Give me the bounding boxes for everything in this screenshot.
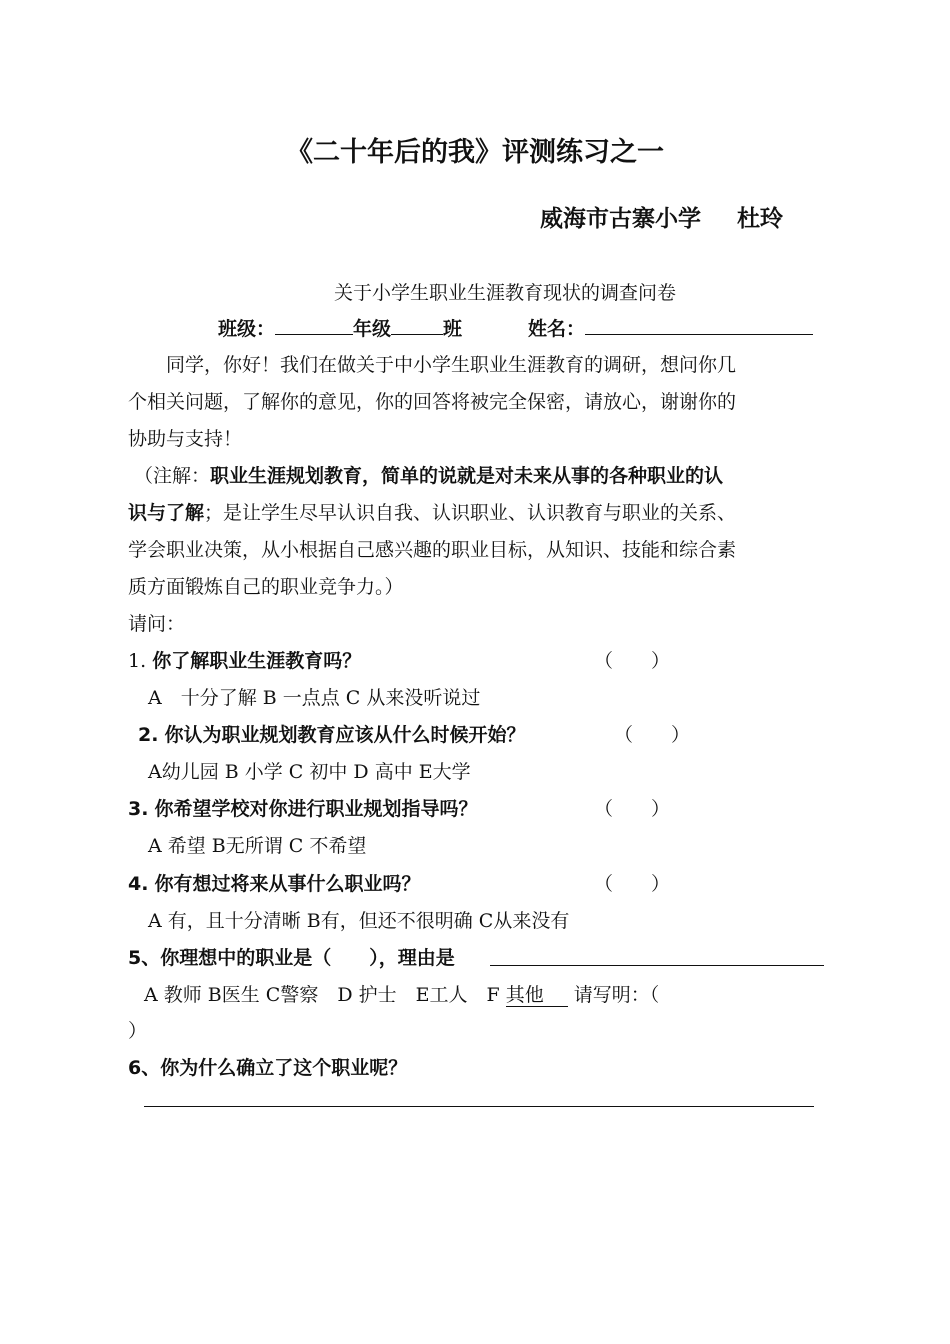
- note-line-2: [128, 498, 736, 525]
- question-2-text: 你认为职业规划教育应该从什么时候开始？: [164, 724, 526, 746]
- student-info-fields: [218, 314, 813, 341]
- intro-line-3: 协助与支持！: [128, 428, 243, 450]
- question-2: [138, 720, 526, 747]
- question-4-number: 4.: [128, 873, 149, 895]
- question-5-other-option: 其他: [506, 984, 568, 1007]
- question-6: 6、你为什么确立了这个职业呢？: [128, 1057, 408, 1079]
- question-5-options: [144, 980, 659, 1007]
- question-3: [128, 794, 478, 821]
- question-2-answer[interactable]: （ ）: [614, 724, 691, 746]
- question-4-answer[interactable]: （ ）: [594, 873, 671, 895]
- intro-line-2: 个相关问题，了解你的意见，你的回答将被完全保密，请放心，谢谢你的: [128, 391, 737, 413]
- ban-label: 班: [443, 318, 463, 340]
- note-line-3: 学会职业决策，从小根据自己感兴趣的职业目标，从知识、技能和综合素: [128, 539, 737, 561]
- question-3-number: 3.: [128, 798, 149, 820]
- question-5-reason-blank[interactable]: [490, 965, 824, 966]
- author-name: 杜玲: [737, 206, 783, 232]
- name-label: 姓名：: [528, 318, 586, 340]
- ask-label: 请问：: [128, 613, 186, 635]
- question-1-number: 1.: [128, 650, 147, 672]
- question-3-options: A 希望 B无所谓 C 不希望: [148, 835, 367, 857]
- author-school: 威海市古寨小学: [540, 206, 701, 232]
- note-bold-1: 职业生涯规划教育，简单的说就是对未来从事的各种职业的认: [210, 465, 724, 487]
- question-2-number: 2.: [138, 724, 159, 746]
- document-title: 《二十年后的我》评测练习之一: [286, 137, 664, 168]
- survey-title: 关于小学生职业生涯教育现状的调查问卷: [333, 282, 676, 304]
- intro-line-1: 同学，你好！我们在做关于中小学生职业生涯教育的调研，想问你几: [166, 354, 737, 376]
- note-line-4: 质方面锻炼自己的职业竞争力。）: [128, 576, 404, 598]
- name-blank[interactable]: [585, 314, 813, 335]
- question-3-answer[interactable]: （ ）: [594, 798, 671, 820]
- question-4-text: 你有想过将来从事什么职业吗？: [154, 873, 421, 895]
- note-line-1: [134, 461, 723, 488]
- question-4: [128, 869, 421, 896]
- grade-label: 年级: [353, 318, 392, 340]
- note-rest-2: ；是让学生尽早认识自我、认识职业、认识教育与职业的关系、: [204, 502, 737, 524]
- question-1-text: 你了解职业生涯教育吗？: [152, 650, 362, 672]
- question-5-close-paren: ）: [128, 1020, 148, 1042]
- question-2-options: A幼儿园 B 小学 C 初中 D 高中 E大学: [148, 761, 471, 783]
- author-line: [540, 200, 783, 233]
- note-prefix: （注解：: [134, 465, 211, 487]
- question-4-options: A 有，且十分清晰 B有，但还不很明确 C从来没有: [148, 910, 570, 932]
- question-1: [128, 646, 361, 673]
- question-5-other-prompt: 请写明：（: [573, 984, 660, 1006]
- question-1-answer[interactable]: （ ）: [594, 650, 671, 672]
- class-label: 班级：: [218, 318, 276, 340]
- class-blank[interactable]: [275, 314, 353, 335]
- question-6-answer-line[interactable]: [144, 1106, 814, 1107]
- question-5-options-main: A 教师 B医生 C警察 D 护士 E工人 F: [144, 984, 506, 1006]
- note-bold-2: 识与了解: [128, 502, 205, 524]
- question-1-options: A 十分了解 B 一点点 C 从来没听说过: [148, 687, 481, 709]
- question-5: 5、你理想中的职业是（ ），理由是: [128, 947, 455, 969]
- question-3-text: 你希望学校对你进行职业规划指导吗？: [154, 798, 478, 820]
- grade-blank[interactable]: [391, 314, 443, 335]
